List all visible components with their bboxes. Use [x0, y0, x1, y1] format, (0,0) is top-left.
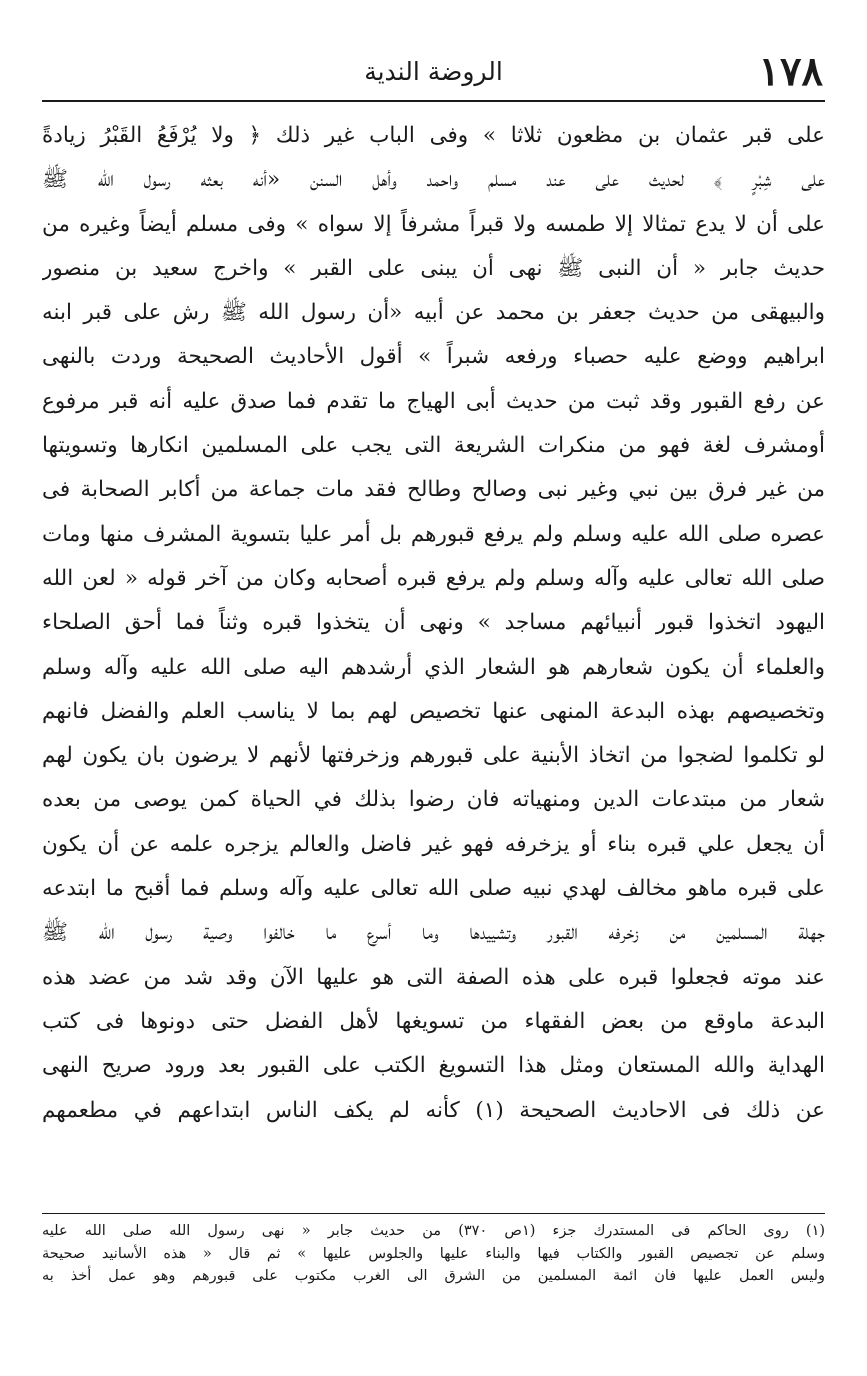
text-line: على أن لا يدع تمثالا إلا طمسه ولا قبراً مشرفاً إلا سواه » وفى مسلم أيضاً وغيره من: [42, 211, 825, 237]
footnote-line: وسلم عن تجصيص القبور والكتاب فيها والبناء عليها والجلوس عليها » ثم قال « هذه الأسانيد صحيحة: [42, 1245, 825, 1262]
text-line: وتخصيصهم بهذه البدعة المنهى عنها تخصيص لهم بما لا يناسب العلم والفضل فانهم: [42, 698, 825, 724]
text-line: أن يجعل علي قبره بناء أو يزخرفه فهو غير فاضل والعالم يزجره علمه عن أن يكون: [42, 831, 825, 857]
footnotes: [42, 1220, 825, 1288]
text-line: اليهود اتخذوا قبور أنبيائهم مساجد » ونهى أن يتخذوا قبره وثناً فما أحق الصلحاء: [42, 610, 825, 636]
text-line: من غير فرق بين نبي وغير نبى وصالح وطالح فقد مات جماعة من أكابر الصحابة فى: [42, 477, 825, 503]
text-line: والعلماء أن يكون شعارهم هو الشعار الذي أرشدهم اليه صلى الله عليه وآله وسلم: [42, 654, 825, 680]
main-text: [42, 114, 825, 1133]
text-line: على قبر عثمان بن مظعون ثلاثا » وفى الباب غير ذلك ﴿ ولا يُرْفَعُ القَبْرُ زيادةً: [42, 123, 825, 148]
text-line: عصره صلى الله عليه وسلم ولم يرفع قبورهم بل أمر عليا بتسوية المشرف منها ومات: [42, 521, 825, 547]
running-title: الروضة الندية: [364, 57, 503, 86]
text-line: عن ذلك فى الاحاديث الصحيحة (١) كأنه لم يكف الناس ابتداعهم في مطعمهم: [42, 1097, 825, 1123]
text-line: عن رفع القبور وقد ثبت من حديث أبى الهياج ما تقدم فما صدق عليه أنه قبر مرفوع: [42, 388, 825, 414]
text-line: ابراهيم ووضع عليه حصباء ورفعه شبراً » أقول الأحاديث الصحيحة وردت بالنهى: [42, 344, 825, 370]
text-line: عند موته فجعلوا قبره على هذه الصفة التى هو عليها الآن وقد شد من عضد هذه: [42, 964, 825, 990]
page-number: ١٧٨: [758, 48, 823, 95]
text-line: لو تكلموا لضجوا من اتخاذ الأبنية على قبورهم وزخرفتها لأنهم لا يرضون بان يكون لهم: [42, 743, 825, 769]
text-line: جهلة المسلمين من زخرفه القبور وتشييدها وما أسرع ما خالفوا وصية رسول الله ﷺ: [42, 920, 825, 946]
page-header: [40, 48, 827, 96]
footnote-line: (١) روى الحاكم فى المستدرك جزء (١ص ٣٧٠) من حديث جابر « نهى رسول الله صلى الله عليه: [42, 1223, 825, 1239]
footnote-rule: [42, 1213, 825, 1214]
text-line: على قبره ماهو مخالف لهدي نبيه صلى الله تعالى عليه وآله وسلم فما أقبح ما ابتدعه: [42, 876, 825, 902]
text-line: الهداية والله المستعان ومثل هذا التسويغ الكتب على القبور بعد ورود صريح النهى: [42, 1053, 825, 1079]
text-line: صلى الله تعالى عليه وآله وسلم ولم يرفع قبره أصحابه وكان من آخر قوله « لعن الله: [42, 565, 825, 591]
text-line: البدعة ماوقع من بعض الفقهاء من تسويغها لأهل الفضل حتى دونوها فى كتب: [42, 1008, 825, 1034]
text-line: على شِبْرٍ ﴾ لحديث على عند مسلم واحمد وأهل السنن «أنه بعثه رسول الله ﷺ: [42, 167, 825, 193]
text-line: أومشرف لغة فهو من منكرات الشريعة التى يجب على المسلمين انكارها وتسويتها: [42, 433, 825, 459]
footnote-line: وليس العمل عليها فان ائمة المسلمين من الشرق الى الغرب مكتوب على قبورهم وهو عمل أخذ به: [42, 1268, 825, 1284]
text-line: والبيهقى من حديث جعفر بن محمد عن أبيه «أن رسول الله ﷺ رش على قبر ابنه: [42, 300, 825, 326]
header-rule: [42, 100, 825, 102]
text-line: حديث جابر « أن النبى ﷺ نهى أن يبنى على القبر » واخرج سعيد بن منصور: [42, 255, 825, 281]
text-line: شعار من مبتدعات الدين ومنهياته فان رضوا بذلك في الحياة كمن يوصى من بعده: [42, 787, 825, 813]
